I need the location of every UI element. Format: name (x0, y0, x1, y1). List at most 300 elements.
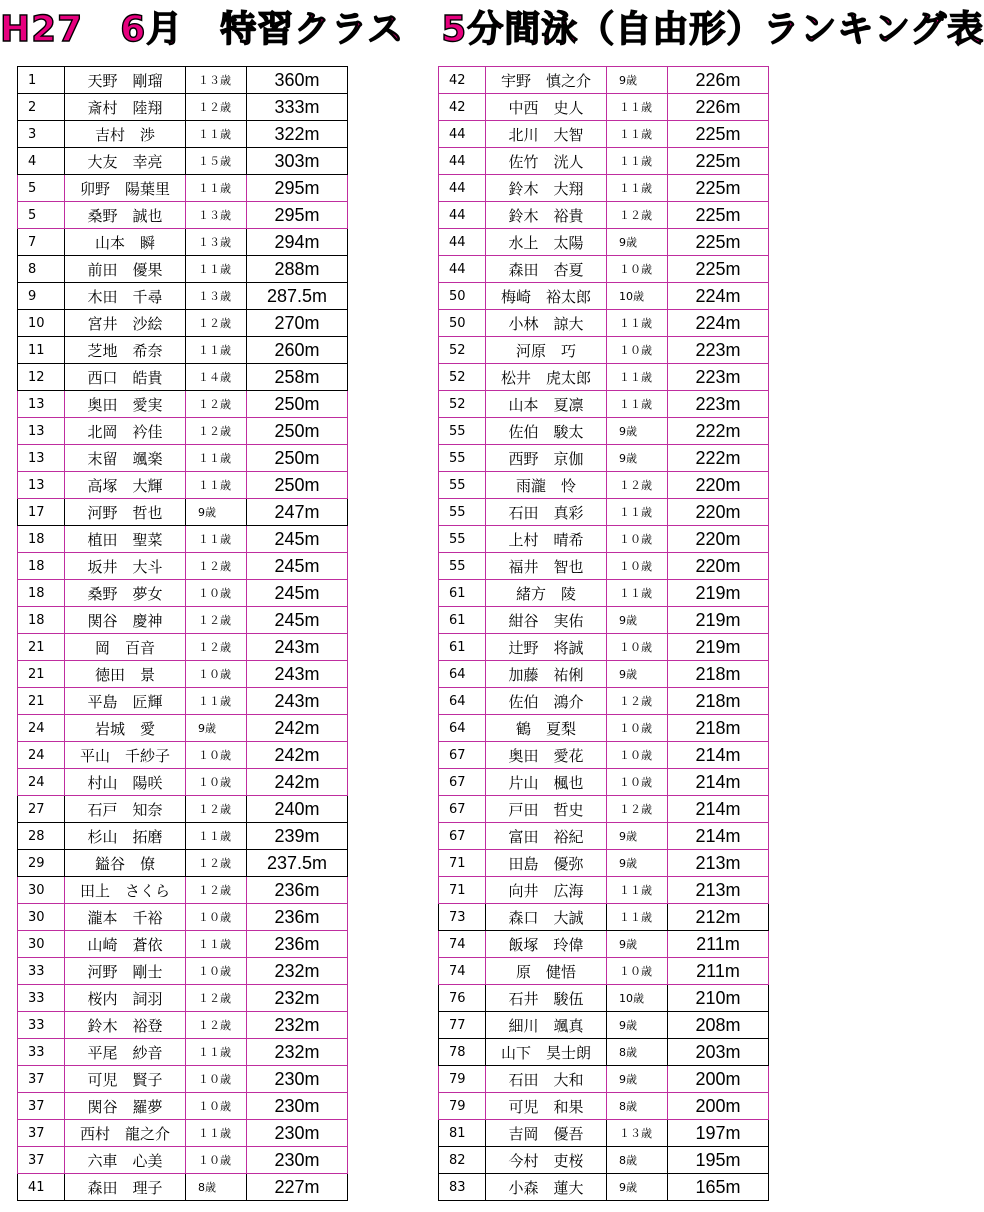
age-cell: 10歳 (607, 985, 668, 1012)
rank-cell: 28 (18, 823, 65, 850)
table-row (439, 634, 769, 661)
age-cell: 8歳 (607, 1039, 668, 1066)
distance-cell: 230m (247, 1093, 348, 1120)
distance-cell: 258m (247, 364, 348, 391)
table-row (439, 445, 769, 472)
age-cell: １１歳 (607, 94, 668, 121)
age-cell: １５歳 (186, 148, 247, 175)
table-row (439, 1012, 769, 1039)
name-cell: 可児 賢子 (65, 1066, 186, 1093)
distance-cell: 208m (668, 1012, 769, 1039)
distance-cell: 226m (668, 67, 769, 94)
table-row (18, 1093, 348, 1120)
rank-cell: 8 (18, 256, 65, 283)
table-row (439, 391, 769, 418)
table-row (439, 148, 769, 175)
name-cell: 石井 駿伍 (486, 985, 607, 1012)
age-cell: １２歳 (186, 94, 247, 121)
rank-cell: 33 (18, 985, 65, 1012)
name-cell: 山本 瞬 (65, 229, 186, 256)
distance-cell: 287.5m (247, 283, 348, 310)
name-cell: 平尾 紗音 (65, 1039, 186, 1066)
table-row (18, 580, 348, 607)
rank-cell: 55 (439, 445, 486, 472)
age-cell: 9歳 (186, 715, 247, 742)
name-cell: 北川 大智 (486, 121, 607, 148)
age-cell: １１歳 (607, 148, 668, 175)
table-row (18, 769, 348, 796)
table-row (18, 175, 348, 202)
name-cell: 水上 太陽 (486, 229, 607, 256)
table-row (439, 526, 769, 553)
table-row (439, 958, 769, 985)
table-row (18, 688, 348, 715)
age-cell: １１歳 (186, 931, 247, 958)
age-cell: １２歳 (607, 796, 668, 823)
age-cell: １２歳 (607, 472, 668, 499)
rank-cell: 83 (439, 1174, 486, 1201)
name-cell: 佐伯 駿太 (486, 418, 607, 445)
age-cell: １１歳 (607, 499, 668, 526)
table-row (18, 985, 348, 1012)
distance-cell: 260m (247, 337, 348, 364)
table-row (439, 310, 769, 337)
name-cell: 向井 広海 (486, 877, 607, 904)
name-cell: 岩城 愛 (65, 715, 186, 742)
distance-cell: 210m (668, 985, 769, 1012)
distance-cell: 222m (668, 445, 769, 472)
name-cell: 高塚 大輝 (65, 472, 186, 499)
age-cell: １１歳 (186, 688, 247, 715)
rank-cell: 71 (439, 850, 486, 877)
rank-cell: 13 (18, 472, 65, 499)
table-row (18, 958, 348, 985)
table-row (439, 1093, 769, 1120)
name-cell: 原 健悟 (486, 958, 607, 985)
rank-cell: 79 (439, 1093, 486, 1120)
distance-cell: 218m (668, 715, 769, 742)
table-row (439, 904, 769, 931)
name-cell: 細川 颯真 (486, 1012, 607, 1039)
distance-cell: 220m (668, 499, 769, 526)
rank-cell: 5 (18, 175, 65, 202)
table-row (439, 580, 769, 607)
rank-cell: 61 (439, 634, 486, 661)
age-cell: 9歳 (607, 850, 668, 877)
rank-cell: 42 (439, 94, 486, 121)
age-cell: １０歳 (186, 904, 247, 931)
name-cell: 宮井 沙絵 (65, 310, 186, 337)
distance-cell: 203m (668, 1039, 769, 1066)
table-row (439, 877, 769, 904)
rank-cell: 44 (439, 229, 486, 256)
name-cell: 平山 千紗子 (65, 742, 186, 769)
distance-cell: 236m (247, 931, 348, 958)
name-cell: 山崎 蒼依 (65, 931, 186, 958)
name-cell: 山本 夏凛 (486, 391, 607, 418)
age-cell: １１歳 (607, 310, 668, 337)
rank-cell: 27 (18, 796, 65, 823)
age-cell: １１歳 (607, 877, 668, 904)
name-cell: 田上 さくら (65, 877, 186, 904)
age-cell: 10歳 (607, 283, 668, 310)
distance-cell: 200m (668, 1066, 769, 1093)
age-cell: １１歳 (186, 1039, 247, 1066)
distance-cell: 243m (247, 634, 348, 661)
distance-cell: 225m (668, 202, 769, 229)
rank-cell: 79 (439, 1066, 486, 1093)
age-cell: １１歳 (607, 364, 668, 391)
age-cell: １０歳 (186, 661, 247, 688)
table-row (18, 148, 348, 175)
distance-cell: 219m (668, 580, 769, 607)
distance-cell: 333m (247, 94, 348, 121)
rank-cell: 24 (18, 769, 65, 796)
age-cell: １２歳 (186, 796, 247, 823)
name-cell: 鈴木 裕貴 (486, 202, 607, 229)
name-cell: 桑野 夢女 (65, 580, 186, 607)
table-row (439, 337, 769, 364)
table-row (18, 364, 348, 391)
name-cell: 河野 剛士 (65, 958, 186, 985)
table-row (439, 121, 769, 148)
table-row (18, 229, 348, 256)
name-cell: 森田 杏夏 (486, 256, 607, 283)
distance-cell: 239m (247, 823, 348, 850)
rank-cell: 17 (18, 499, 65, 526)
distance-cell: 213m (668, 850, 769, 877)
distance-cell: 227m (247, 1174, 348, 1201)
age-cell: １１歳 (607, 904, 668, 931)
distance-cell: 295m (247, 175, 348, 202)
table-row (18, 526, 348, 553)
name-cell: 小林 諒大 (486, 310, 607, 337)
table-row (439, 202, 769, 229)
age-cell: １１歳 (186, 121, 247, 148)
distance-cell: 223m (668, 337, 769, 364)
rank-cell: 2 (18, 94, 65, 121)
distance-cell: 237.5m (247, 850, 348, 877)
distance-cell: 230m (247, 1120, 348, 1147)
table-row (18, 904, 348, 931)
name-cell: 桑野 誠也 (65, 202, 186, 229)
table-row (18, 472, 348, 499)
name-cell: 徳田 景 (65, 661, 186, 688)
distance-cell: 220m (668, 526, 769, 553)
table-row (439, 472, 769, 499)
table-row (439, 1039, 769, 1066)
age-cell: １０歳 (607, 742, 668, 769)
rank-cell: 5 (18, 202, 65, 229)
rank-cell: 52 (439, 391, 486, 418)
age-cell: 9歳 (186, 499, 247, 526)
age-cell: １３歳 (607, 1120, 668, 1147)
name-cell: 宇野 慎之介 (486, 67, 607, 94)
rank-cell: 13 (18, 418, 65, 445)
age-cell: １２歳 (607, 688, 668, 715)
name-cell: 雨瀧 怜 (486, 472, 607, 499)
age-cell: 9歳 (607, 1174, 668, 1201)
rank-cell: 21 (18, 661, 65, 688)
age-cell: １２歳 (607, 202, 668, 229)
rank-cell: 44 (439, 175, 486, 202)
name-cell: 斎村 陸翔 (65, 94, 186, 121)
rank-cell: 18 (18, 580, 65, 607)
name-cell: 北岡 衿佳 (65, 418, 186, 445)
rank-cell: 61 (439, 607, 486, 634)
name-cell: 辻野 将誠 (486, 634, 607, 661)
distance-cell: 218m (668, 688, 769, 715)
table-row (18, 553, 348, 580)
age-cell: 8歳 (186, 1174, 247, 1201)
name-cell: 関谷 羅夢 (65, 1093, 186, 1120)
name-cell: 中西 史人 (486, 94, 607, 121)
rank-cell: 33 (18, 1012, 65, 1039)
distance-cell: 230m (247, 1066, 348, 1093)
rank-cell: 37 (18, 1120, 65, 1147)
table-row (439, 715, 769, 742)
rank-cell: 77 (439, 1012, 486, 1039)
name-cell: 岡 百音 (65, 634, 186, 661)
table-row (439, 769, 769, 796)
name-cell: 鈴木 大翔 (486, 175, 607, 202)
name-cell: 田島 優弥 (486, 850, 607, 877)
table-row (18, 607, 348, 634)
rank-cell: 67 (439, 769, 486, 796)
name-cell: 鈴木 裕登 (65, 1012, 186, 1039)
name-cell: 戸田 哲史 (486, 796, 607, 823)
rank-cell: 13 (18, 445, 65, 472)
distance-cell: 245m (247, 607, 348, 634)
name-cell: 緒方 陵 (486, 580, 607, 607)
distance-cell: 224m (668, 310, 769, 337)
name-cell: 木田 千尋 (65, 283, 186, 310)
distance-cell: 250m (247, 391, 348, 418)
age-cell: １２歳 (186, 634, 247, 661)
name-cell: 河原 巧 (486, 337, 607, 364)
table-row (439, 823, 769, 850)
rank-cell: 44 (439, 202, 486, 229)
distance-cell: 245m (247, 526, 348, 553)
rank-cell: 44 (439, 256, 486, 283)
rank-cell: 42 (439, 67, 486, 94)
table-row (18, 1120, 348, 1147)
table-row (18, 121, 348, 148)
rank-cell: 44 (439, 148, 486, 175)
table-row (18, 418, 348, 445)
name-cell: 加藤 祐俐 (486, 661, 607, 688)
age-cell: １２歳 (186, 607, 247, 634)
name-cell: 奥田 愛実 (65, 391, 186, 418)
name-cell: 前田 優果 (65, 256, 186, 283)
distance-cell: 226m (668, 94, 769, 121)
name-cell: 石田 大和 (486, 1066, 607, 1093)
table-row (18, 499, 348, 526)
distance-cell: 214m (668, 823, 769, 850)
rank-cell: 30 (18, 931, 65, 958)
table-row (18, 877, 348, 904)
age-cell: １２歳 (186, 391, 247, 418)
age-cell: 9歳 (607, 931, 668, 958)
table-row (18, 742, 348, 769)
ranking-table-right (438, 66, 769, 1201)
table-row (18, 202, 348, 229)
name-cell: 桜内 詞羽 (65, 985, 186, 1012)
table-row (439, 1120, 769, 1147)
name-cell: 西口 皓貴 (65, 364, 186, 391)
age-cell: １１歳 (186, 472, 247, 499)
name-cell: 卯野 陽葉里 (65, 175, 186, 202)
age-cell: 9歳 (607, 1066, 668, 1093)
table-row (18, 1174, 348, 1201)
name-cell: 鎰谷 僚 (65, 850, 186, 877)
distance-cell: 225m (668, 148, 769, 175)
rank-cell: 55 (439, 418, 486, 445)
distance-cell: 213m (668, 877, 769, 904)
table-row (18, 823, 348, 850)
rank-cell: 81 (439, 1120, 486, 1147)
name-cell: 末留 颯楽 (65, 445, 186, 472)
rank-cell: 33 (18, 958, 65, 985)
table-row (439, 553, 769, 580)
rank-cell: 4 (18, 148, 65, 175)
ranking-table-left (17, 66, 348, 1201)
age-cell: １０歳 (607, 634, 668, 661)
rank-cell: 78 (439, 1039, 486, 1066)
age-cell: １１歳 (607, 580, 668, 607)
age-cell: 9歳 (607, 607, 668, 634)
age-cell: 9歳 (607, 1012, 668, 1039)
table-row (18, 634, 348, 661)
name-cell: 飯塚 玲偉 (486, 931, 607, 958)
rank-cell: 44 (439, 121, 486, 148)
age-cell: １０歳 (186, 769, 247, 796)
rank-cell: 76 (439, 985, 486, 1012)
name-cell: 梅崎 裕太郎 (486, 283, 607, 310)
table-row (18, 94, 348, 121)
rank-cell: 24 (18, 742, 65, 769)
age-cell: 8歳 (607, 1093, 668, 1120)
name-cell: 村山 陽咲 (65, 769, 186, 796)
name-cell: 奥田 愛花 (486, 742, 607, 769)
rank-cell: 11 (18, 337, 65, 364)
rank-cell: 82 (439, 1147, 486, 1174)
rank-cell: 37 (18, 1093, 65, 1120)
age-cell: １１歳 (186, 526, 247, 553)
name-cell: 平島 匠輝 (65, 688, 186, 715)
rank-cell: 1 (18, 67, 65, 94)
age-cell: １０歳 (186, 580, 247, 607)
distance-cell: 211m (668, 931, 769, 958)
rank-cell: 29 (18, 850, 65, 877)
name-cell: 紺谷 実佑 (486, 607, 607, 634)
name-cell: 石戸 知奈 (65, 796, 186, 823)
distance-cell: 232m (247, 1012, 348, 1039)
name-cell: 上村 晴希 (486, 526, 607, 553)
rank-cell: 71 (439, 877, 486, 904)
rank-cell: 55 (439, 499, 486, 526)
name-cell: 今村 吏桜 (486, 1147, 607, 1174)
name-cell: 瀧本 千裕 (65, 904, 186, 931)
table-row (18, 1066, 348, 1093)
age-cell: １１歳 (186, 256, 247, 283)
table-row (18, 283, 348, 310)
distance-cell: 242m (247, 769, 348, 796)
distance-cell: 218m (668, 661, 769, 688)
distance-cell: 219m (668, 607, 769, 634)
age-cell: １０歳 (607, 715, 668, 742)
distance-cell: 225m (668, 256, 769, 283)
rank-cell: 41 (18, 1174, 65, 1201)
name-cell: 吉岡 優吾 (486, 1120, 607, 1147)
table-row (439, 850, 769, 877)
page-title: H27 6月 特習クラス 5分間泳（自由形）ランキング表 (0, 9, 984, 50)
table-row (439, 1066, 769, 1093)
table-row (439, 688, 769, 715)
distance-cell: 223m (668, 391, 769, 418)
table-row (439, 661, 769, 688)
age-cell: １３歳 (186, 283, 247, 310)
name-cell: 森田 理子 (65, 1174, 186, 1201)
age-cell: １０歳 (607, 769, 668, 796)
distance-cell: 225m (668, 229, 769, 256)
rank-cell: 24 (18, 715, 65, 742)
distance-cell: 270m (247, 310, 348, 337)
distance-cell: 232m (247, 958, 348, 985)
rank-cell: 18 (18, 607, 65, 634)
age-cell: １０歳 (607, 337, 668, 364)
age-cell: 9歳 (607, 661, 668, 688)
distance-cell: 236m (247, 904, 348, 931)
name-cell: 石田 真彩 (486, 499, 607, 526)
table-row (439, 418, 769, 445)
age-cell: １１歳 (186, 823, 247, 850)
distance-cell: 197m (668, 1120, 769, 1147)
distance-cell: 211m (668, 958, 769, 985)
age-cell: 8歳 (607, 1147, 668, 1174)
age-cell: １１歳 (607, 391, 668, 418)
table-row (439, 94, 769, 121)
rank-cell: 18 (18, 526, 65, 553)
age-cell: １０歳 (186, 958, 247, 985)
rank-cell: 37 (18, 1147, 65, 1174)
name-cell: 天野 剛瑠 (65, 67, 186, 94)
distance-cell: 232m (247, 985, 348, 1012)
distance-cell: 220m (668, 553, 769, 580)
table-row (439, 499, 769, 526)
name-cell: 大友 幸亮 (65, 148, 186, 175)
table-row (18, 850, 348, 877)
age-cell: 9歳 (607, 445, 668, 472)
rank-cell: 9 (18, 283, 65, 310)
rank-cell: 74 (439, 931, 486, 958)
distance-cell: 303m (247, 148, 348, 175)
rank-cell: 64 (439, 688, 486, 715)
table-row (439, 175, 769, 202)
name-cell: 杉山 拓磨 (65, 823, 186, 850)
table-row (18, 1012, 348, 1039)
rank-cell: 67 (439, 823, 486, 850)
distance-cell: 220m (668, 472, 769, 499)
table-row (439, 931, 769, 958)
name-cell: 森口 大誠 (486, 904, 607, 931)
table-row (18, 337, 348, 364)
rank-cell: 55 (439, 472, 486, 499)
distance-cell: 242m (247, 742, 348, 769)
name-cell: 小森 蓮大 (486, 1174, 607, 1201)
table-row (439, 1174, 769, 1201)
rank-cell: 30 (18, 877, 65, 904)
